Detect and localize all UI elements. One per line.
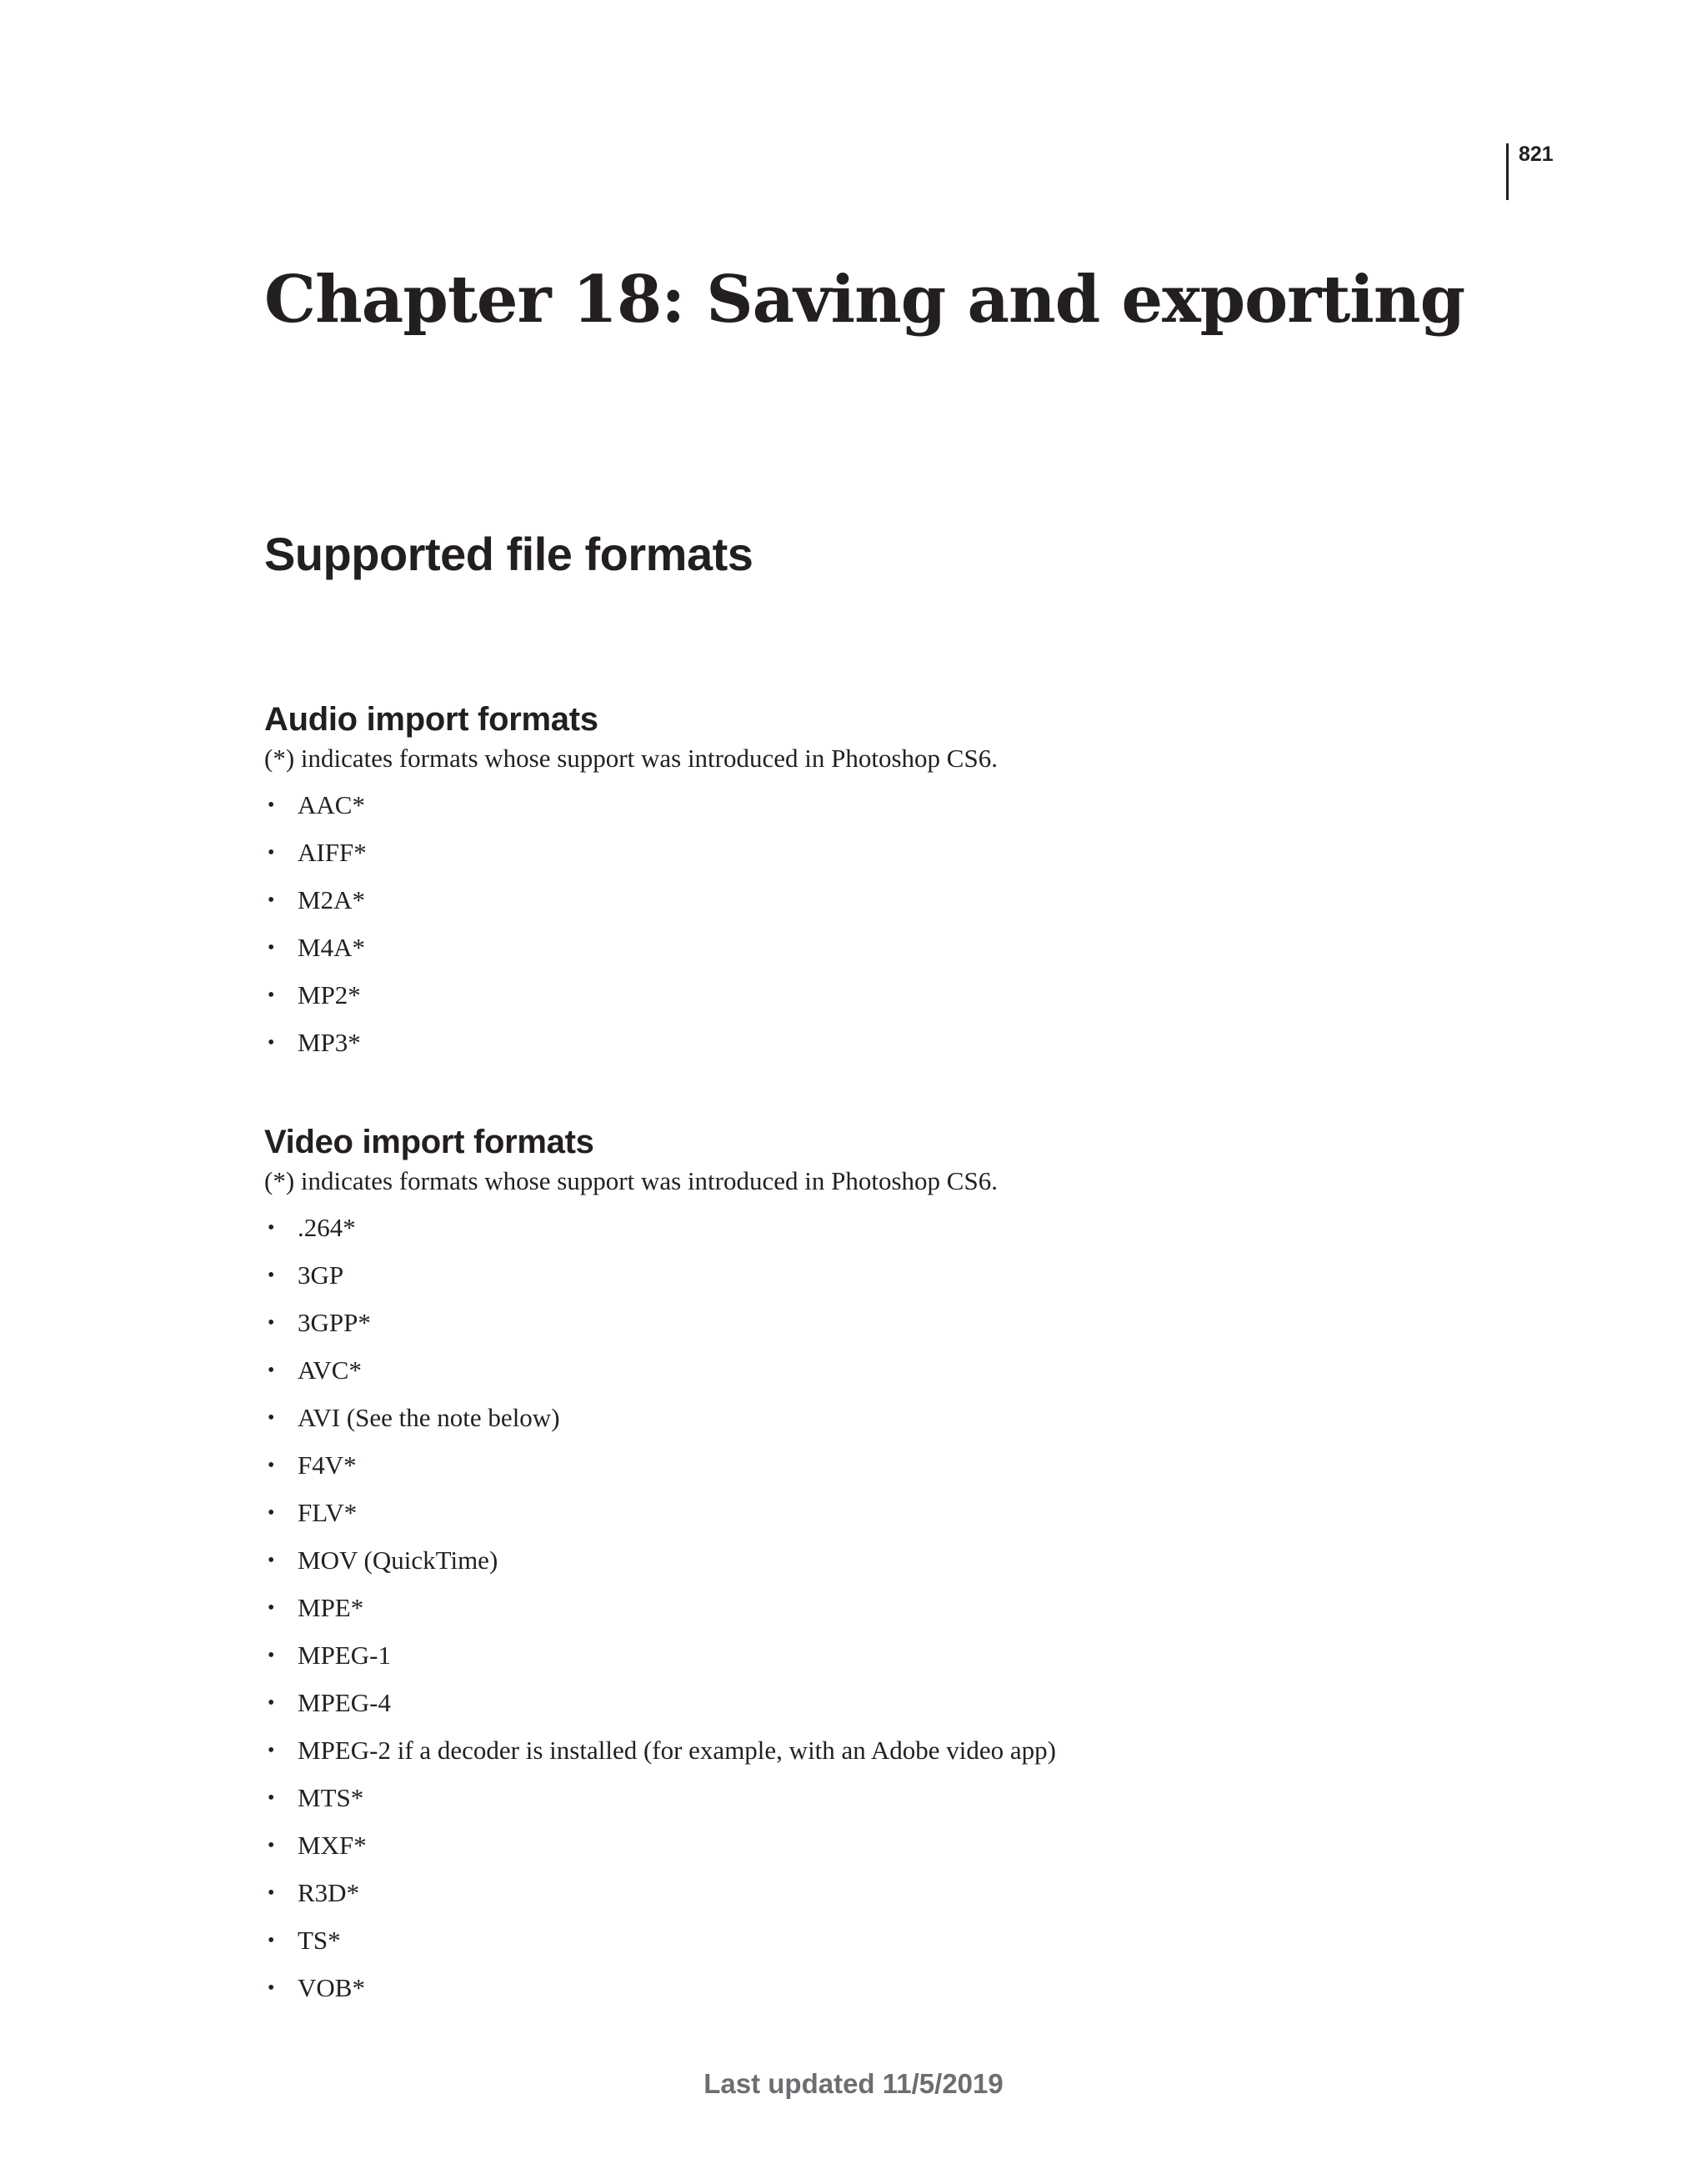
audio-section-intro: (*) indicates formats whose support was introduced in Photoshop CS6. <box>264 744 998 773</box>
bullet-icon: • <box>268 1930 275 1951</box>
bullet-icon: • <box>268 1835 275 1856</box>
footer-last-updated: Last updated 11/5/2019 <box>703 2068 1004 2099</box>
bullet-icon: • <box>268 1455 275 1476</box>
list-item-text: AAC* <box>298 790 365 819</box>
audio-import-formats-section <box>264 699 1514 1072</box>
bullet-icon: • <box>268 1360 275 1381</box>
list-item-text: VOB* <box>298 1973 365 2002</box>
list-item-text: MP2* <box>298 980 361 1009</box>
list-item-text: MTS* <box>298 1783 364 1812</box>
list-item-text: AIFF* <box>298 838 367 867</box>
list-item <box>264 1875 1514 1922</box>
video-format-list <box>264 1210 1514 2017</box>
bullet-icon: • <box>268 1645 275 1666</box>
list-item <box>264 1780 1514 1827</box>
list-item <box>264 1495 1514 1542</box>
list-item-text: M2A* <box>298 885 365 914</box>
bullet-icon: • <box>268 1032 275 1054</box>
bullet-icon: • <box>268 1407 275 1429</box>
list-item-text: MPEG-2 if a decoder is installed (for example, with an Adobe video app) <box>298 1736 1056 1765</box>
list-item <box>264 1970 1514 2017</box>
list-item <box>264 1447 1514 1495</box>
bullet-icon: • <box>268 889 275 911</box>
list-item <box>264 882 1514 929</box>
list-item-text: MP3* <box>298 1028 361 1057</box>
list-item <box>264 929 1514 977</box>
list-item <box>264 1590 1514 1637</box>
list-item-text: MPEG-4 <box>298 1688 391 1717</box>
video-section-heading: Video import formats <box>264 1124 594 1160</box>
chapter-title: Chapter 18: Saving and exporting <box>264 262 1465 338</box>
list-item <box>264 1732 1514 1780</box>
list-item-text: MPEG-1 <box>298 1641 391 1670</box>
bullet-icon: • <box>268 794 275 816</box>
audio-format-list <box>264 787 1514 1072</box>
list-item <box>264 787 1514 834</box>
video-import-formats-section <box>264 1121 1514 2017</box>
bullet-icon: • <box>268 1740 275 1761</box>
bullet-icon: • <box>268 937 275 959</box>
bullet-icon: • <box>268 1312 275 1334</box>
list-item-text: FLV* <box>298 1498 358 1527</box>
list-item-text: 3GP <box>298 1260 344 1290</box>
list-item-text: F4V* <box>298 1450 357 1480</box>
list-item <box>264 1024 1514 1072</box>
bullet-icon: • <box>268 1265 275 1286</box>
list-item-text: R3D* <box>298 1878 360 1907</box>
bullet-icon: • <box>268 1597 275 1619</box>
bullet-icon: • <box>268 1502 275 1524</box>
list-item-text: M4A* <box>298 933 365 962</box>
bullet-icon: • <box>268 842 275 864</box>
page-number-rule <box>1506 143 1509 200</box>
list-item-text: .264* <box>298 1213 356 1242</box>
list-item <box>264 1305 1514 1352</box>
bullet-icon: • <box>268 1692 275 1714</box>
bullet-icon: • <box>268 1217 275 1239</box>
list-item <box>264 1922 1514 1970</box>
video-section-intro: (*) indicates formats whose support was introduced in Photoshop CS6. <box>264 1166 998 1195</box>
section-title: Supported file formats <box>264 528 753 580</box>
list-item <box>264 1685 1514 1732</box>
list-item-text: MPE* <box>298 1593 364 1622</box>
list-item <box>264 1542 1514 1590</box>
list-item <box>264 1827 1514 1875</box>
bullet-icon: • <box>268 1977 275 1999</box>
list-item <box>264 1257 1514 1305</box>
list-item <box>264 1637 1514 1685</box>
list-item-text: TS* <box>298 1926 341 1955</box>
bullet-icon: • <box>268 1787 275 1809</box>
bullet-icon: • <box>268 1882 275 1904</box>
list-item <box>264 1400 1514 1447</box>
page-number: 821 <box>1519 143 1554 166</box>
list-item-text: 3GPP* <box>298 1308 371 1337</box>
list-item <box>264 834 1514 882</box>
audio-section-heading: Audio import formats <box>264 701 598 738</box>
list-item-text: AVI (See the note below) <box>298 1403 560 1432</box>
list-item-text: MOV (QuickTime) <box>298 1545 498 1575</box>
bullet-icon: • <box>268 1550 275 1571</box>
list-item-text: AVC* <box>298 1355 362 1385</box>
bullet-icon: • <box>268 984 275 1006</box>
list-item-text: MXF* <box>298 1831 367 1860</box>
list-item <box>264 1210 1514 1257</box>
list-item <box>264 1352 1514 1400</box>
list-item <box>264 977 1514 1024</box>
